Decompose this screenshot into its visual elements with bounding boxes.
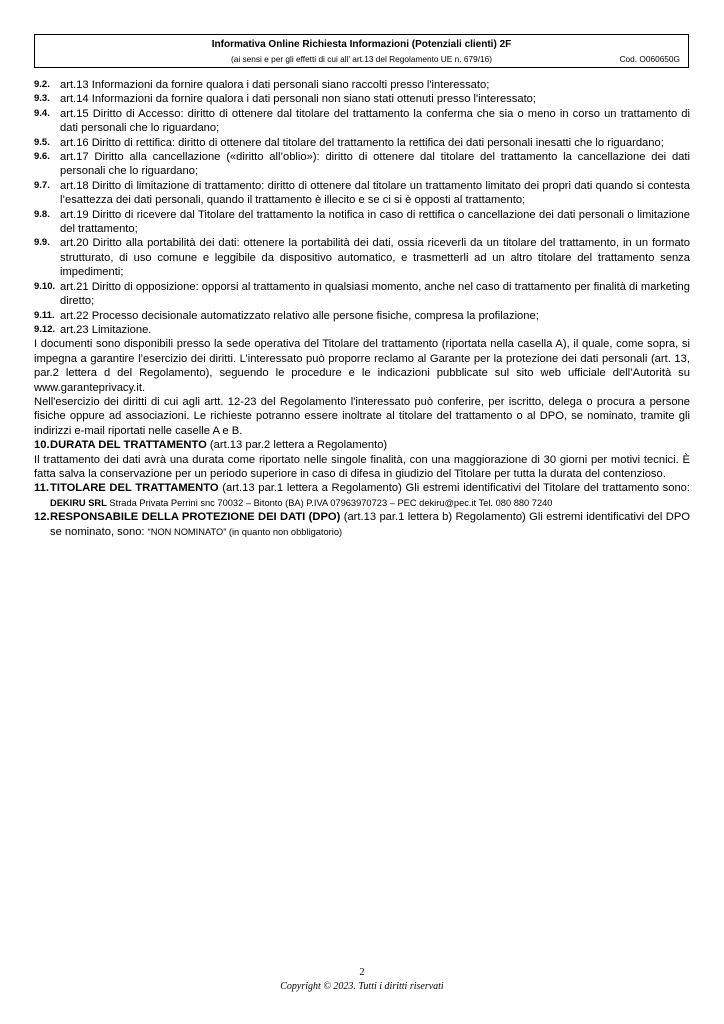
page-number: 2 bbox=[359, 967, 365, 978]
company-name: DEKIRU SRL bbox=[50, 497, 107, 508]
section-number: 10. bbox=[34, 439, 50, 452]
list-item-text: art.15 Diritto di Accesso: diritto di ottenere dal titolare del trattamento la conferma che sia o meno in corso un trattamento di dati personali che lo riguardano; bbox=[60, 107, 690, 135]
paragraph-delegation: Nell'esercizio dei diritti di cui agli artt. 12-23 del Regolamento l'interessato può conferire, per iscritto, delega o procura a persone fisiche oppure ad associazioni. Le richieste potranno essere inoltrate al titolare del trattamento o al DPO, se nominato, tramite gli indirizzi e-mail riportati nelle caselle A e B. bbox=[34, 395, 690, 437]
list-item-text: art.19 Diritto di ricevere dal Titolare del trattamento la notifica in caso di rettifica o cancellazione dei dati personali o limitazione del trattamento; bbox=[60, 208, 690, 236]
list-item bbox=[34, 78, 690, 92]
list-item-number: 9.12. bbox=[34, 323, 56, 335]
list-item-text: art.13 Informazioni da fornire qualora i dati personali siano raccolti presso l'interessato; bbox=[60, 79, 490, 91]
list-item bbox=[34, 107, 690, 136]
list-item-number: 9.5. bbox=[34, 136, 50, 148]
section-reference: (art.13 par.2 lettera a Regolamento) bbox=[206, 439, 388, 452]
list-item bbox=[34, 236, 690, 279]
rights-list bbox=[34, 78, 690, 337]
list-item bbox=[34, 136, 690, 150]
list-item bbox=[34, 92, 690, 106]
document-body bbox=[34, 78, 690, 539]
section-duration-heading bbox=[34, 438, 690, 452]
list-item-text: art.14 Informazioni da fornire qualora i dati personali non siano stati ottenuti presso l'interessato; bbox=[60, 93, 537, 106]
section-dpo bbox=[34, 510, 690, 539]
list-item-number: 9.3. bbox=[34, 93, 50, 105]
paragraph-documents: I documenti sono disponibili presso la sede operativa del Titolare del trattamento (riportata nella casella A), il quale, come sopra, si impegna a garantire l’esercizio dei diritti. L’interessato può proporre reclamo al Garante per la protezione dei dati personali (art. 13, par.2 lettera d del Regolamento), seguendo le procedure e le indicazioni pubblicate sul sito web ufficiale dell’Autorità su www.garanteprivacy.it. bbox=[34, 338, 690, 394]
list-item-text: art.16 Diritto di rettifica: diritto di ottenere dal titolare del trattamento la rettifica dei dati personali inesatti che lo riguardano; bbox=[60, 136, 664, 149]
list-item-number: 9.4. bbox=[34, 107, 50, 119]
list-item-number: 9.6. bbox=[34, 151, 50, 163]
list-item-number: 9.7. bbox=[34, 179, 50, 191]
list-item-text: art.23 Limitazione. bbox=[60, 323, 152, 336]
document-code: Cod. O060650G bbox=[619, 54, 680, 64]
document-header bbox=[34, 34, 689, 68]
list-item-text: art.17 Diritto alla cancellazione («diritto all’oblio»): diritto di ottenere dal titolare del trattamento la cancellazione dei dati personali che lo riguardano; bbox=[60, 151, 690, 178]
list-item-number: 9.11. bbox=[34, 309, 55, 321]
list-item-text: art.21 Diritto di opposizione: opporsi al trattamento in qualsiasi momento, anche nel caso di trattamento per finalità di marketing diretto; bbox=[60, 280, 690, 308]
list-item bbox=[34, 208, 690, 237]
list-item-text: art.20 Diritto alla portabilità dei dati: ottenere la portabilità dei dati, ossia riceverli da un titolare del trattamento, in un formato strutturato, di uso comune e leggibile da dispositivo automatico, e trasmetterli ad un altro titolare del trattamento senza impedimenti; bbox=[60, 237, 690, 279]
list-item-number: 9.8. bbox=[34, 208, 50, 220]
list-item bbox=[34, 280, 690, 309]
list-item-number: 9.2. bbox=[34, 79, 50, 90]
page-footer bbox=[0, 966, 724, 994]
section-controller bbox=[34, 481, 690, 510]
list-item bbox=[34, 150, 690, 179]
copyright-text: Copyright © 2023. Tutti i diritti riservati bbox=[280, 981, 444, 992]
section-text: (art.13 par.1 lettera a Regolamento) Gli estremi identificativi del Titolare del trattamento sono: bbox=[218, 482, 691, 495]
list-item-text: art.18 Diritto di limitazione di trattamento: diritto di ottenere dal titolare un trattamento limitato dei propri dati quando si contesta l’esattezza dei dati personali, quando il trattamento è illecito e se ci si è opposti al trattamento; bbox=[60, 179, 690, 207]
section-number: 11. bbox=[34, 482, 49, 495]
company-details: Strada Privata Perrini snc 70032 – Bitonto (BA) P.IVA 07963970723 – PEC dekiru@pec.it Tel. 080 880 7240 bbox=[106, 497, 553, 508]
list-item bbox=[34, 309, 690, 323]
paragraph-duration: Il trattamento dei dati avrà una durata come riportato nelle singole finalità, con una maggiorazione di 30 giorni per motivi tecnici. È fatta salva la conservazione per un periodo superiore in caso di difesa in giudizio del Titolare per tutta la durata del contenzioso. bbox=[34, 453, 690, 480]
section-number: 12. bbox=[34, 511, 50, 524]
list-item-text: art.22 Processo decisionale automatizzato relativo alle persone fisiche, compresa la profilazione; bbox=[60, 309, 539, 322]
document-subtitle: (ai sensi e per gli effetti di cui all’ art.13 del Regolamento UE n. 679/16) bbox=[230, 54, 493, 64]
section-title: DURATA DEL TRATTAMENTO bbox=[50, 439, 207, 452]
dpo-value: “NON NOMINATO” (in quanto non obbligatorio) bbox=[147, 526, 343, 537]
list-item bbox=[34, 323, 690, 337]
section-title: TITOLARE DEL TRATTAMENTO bbox=[50, 482, 219, 495]
list-item bbox=[34, 179, 690, 208]
list-item-number: 9.10. bbox=[34, 280, 56, 292]
list-item-number: 9.9. bbox=[34, 237, 50, 249]
section-title: RESPONSABILE DELLA PROTEZIONE DEI DATI (DPO) bbox=[50, 511, 341, 524]
document-title: Informativa Online Richiesta Informazioni (Potenziali clienti) 2F bbox=[211, 39, 512, 50]
section-text: (art.13 par.1 lettera b) Regolamento) Gli estremi identificativi del DPO se nominato, sono: bbox=[50, 511, 690, 538]
